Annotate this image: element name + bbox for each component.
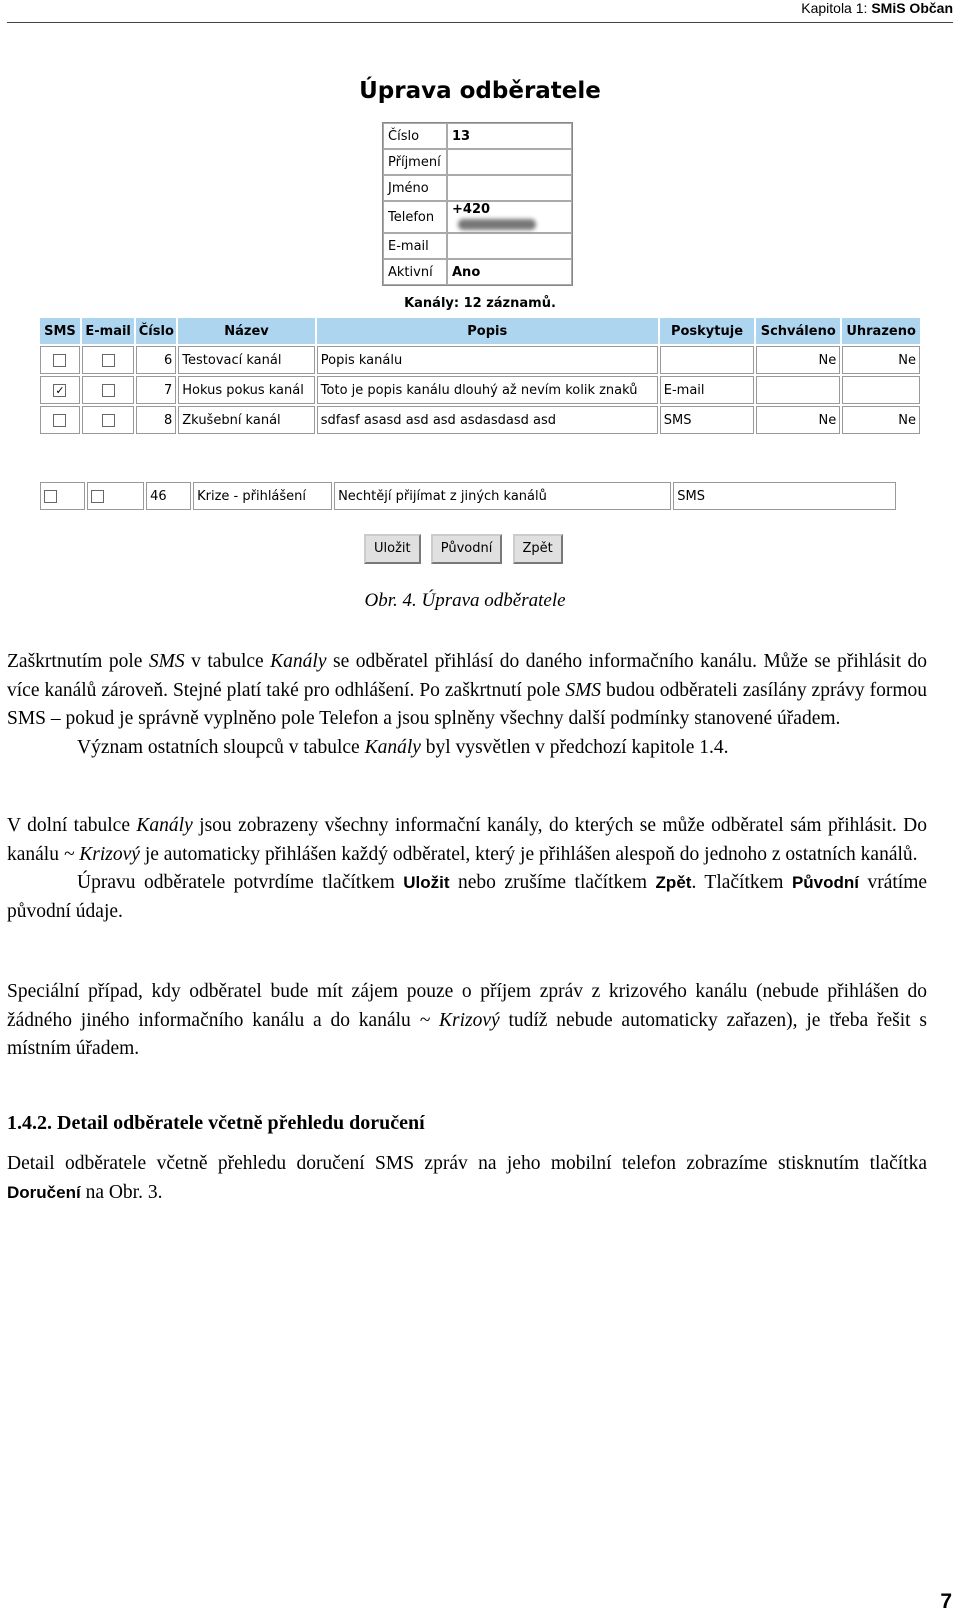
channel-number: 7 [136,376,176,404]
channel-description: Popis kanálu [317,346,658,374]
channel-provides: SMS [660,406,755,434]
figure-caption: Obr. 4. Úprava odběratele [364,590,566,611]
button-reference: Zpět [655,873,692,892]
body-text-block-4 [7,1150,927,1207]
channel-paid: Ne [842,346,920,374]
body-text-block-3 [7,978,927,1064]
form-value [447,233,572,259]
text-run: Detail odběratele včetně přehledu doručení SMS zpráv na jeho mobilní telefon zobrazíme stisknutím tlačítka [7,1153,927,1174]
col-header: SMS [40,318,80,344]
sms-checkbox[interactable] [53,354,66,367]
emphasis: SMS [148,651,185,672]
channel-provides: E-mail [660,376,755,404]
button-bar [364,534,569,564]
button-reference: Uložit [403,873,450,892]
header-prefix: Kapitola 1: [801,0,872,16]
text-run: jsou zobrazeny všechny informační kanály, do kterých se může odběratel sám přihlásit. Do kanálu [7,815,927,865]
emphasis: ~ Krizový [63,843,140,865]
text-run: Úpravu odběratele potvrdíme tlačítkem [77,872,404,893]
text-run: byl vysvětlen v předchozí kapitole 1.4. [420,736,729,758]
channel-approved: Ne [756,406,840,434]
sms-checkbox[interactable] [44,490,57,503]
form-value: Ano [447,259,572,285]
form-label: Telefon [383,201,447,233]
channel-description: sdfasf asasd asd asd asdasdasd asd [317,406,658,434]
paragraph [7,1150,927,1207]
emphasis: Kanály [270,651,327,672]
header-title: SMiS Občan [871,0,953,16]
save-button[interactable]: Uložit [364,534,421,564]
emphasis: ~ Krizový [419,1009,500,1031]
figure-screenshot [38,74,922,580]
channel-name: Krize - přihlášení [193,482,332,510]
form-row [383,201,572,233]
channels-table [38,316,922,436]
channel-number: 6 [136,346,176,374]
screenshot-title: Úprava odběratele [359,78,601,104]
channel-name: Zkušební kanál [178,406,315,434]
text-run: na Obr. 3. [80,1181,163,1203]
channel-provides: SMS [673,482,896,510]
sms-checkbox-checked[interactable]: ✓ [55,383,65,397]
sms-cell [40,482,85,510]
col-header: Číslo [136,318,176,344]
channel-name: Testovací kanál [178,346,315,374]
sms-cell [40,346,80,374]
form-label: E-mail [383,233,447,259]
text-run: nebo zrušíme tlačítkem [449,872,656,893]
text-run: vrátíme původní údaje. [7,872,928,922]
text-run: tudíž nebude automaticky zařazen), je třeba řešit s místním úřadem. [7,1009,927,1059]
col-header: Poskytuje [660,318,755,344]
channel-paid [842,376,920,404]
channel-name: Hokus pokus kanál [178,376,315,404]
table-header-row [40,318,920,344]
text-run: v tabulce [184,651,271,672]
email-checkbox[interactable] [102,414,115,427]
paragraph [7,734,927,763]
body-text-block-2 [7,812,927,926]
email-checkbox[interactable] [102,384,115,397]
form-value [447,149,572,175]
paragraph [7,869,927,926]
email-cell [82,406,135,434]
text-run: Speciální případ, kdy odběratel bude mít zájem pouze o příjem zpráv z krizového kanálu (nebude přihlášen do žádného jiného informačního kanálu a do kanálu [7,981,927,1031]
table-row [40,376,920,404]
form-row [383,259,572,285]
paragraph [7,978,927,1064]
paragraph [7,812,927,869]
text-run: budou odběrateli zasílány zprávy formou SMS – pokud je správně vyplněno pole Telefon a jsou splněny všechny další podmínky stanovené úřadem. [7,679,927,729]
sms-checkbox[interactable] [53,414,66,427]
channel-description: Nechtějí přijímat z jiných kanálů [334,482,671,510]
text-run: Význam ostatních sloupců v tabulce [77,736,365,758]
channel-number: 8 [136,406,176,434]
channel-approved [756,376,840,404]
form-row [383,175,572,201]
email-cell [82,376,135,404]
text-run: V dolní tabulce [7,815,137,836]
channel-provides [660,346,755,374]
channels-table-last-row [38,480,898,512]
back-button[interactable]: Zpět [513,534,563,564]
table-row [40,346,920,374]
section-heading: 1.4.2. Detail odběratele včetně přehledu doručení [7,1112,425,1134]
blurred-phone-number [458,219,536,230]
form-label: Číslo [383,123,447,149]
email-cell [87,482,144,510]
email-checkbox[interactable] [91,490,104,503]
channel-paid: Ne [842,406,920,434]
table-row [40,406,920,434]
text-run: je automaticky přihlášen každý odběratel, který je přihlášen alespoň do jednoho z ostatních kanálů. [139,843,918,865]
form-label: Aktivní [383,259,447,285]
subscriber-form [382,122,573,286]
col-header: E-mail [82,318,135,344]
sms-cell [40,406,80,434]
table-row [40,482,896,510]
emphasis: Kanály [136,815,193,836]
col-header: Popis [317,318,658,344]
col-header: Uhrazeno [842,318,920,344]
form-row [383,233,572,259]
original-button[interactable]: Původní [431,534,503,564]
channels-count: Kanály: 12 záznamů. [404,296,556,311]
form-value [447,175,572,201]
text-run: . Tlačítkem [691,872,792,893]
channel-number: 46 [146,482,191,510]
sms-cell [40,376,80,404]
text-run: se odběratel přihlásí do daného informačního kanálu. Může se přihlásit do více kanálů zároveň. Stejné platí také pro odhlášení. Po zaškrtnutí pole [7,651,927,701]
email-cell [82,346,135,374]
form-value: 13 [447,123,572,149]
email-checkbox[interactable] [102,354,115,367]
page-header [7,0,953,23]
body-text-block-1 [7,648,927,762]
form-row [383,123,572,149]
emphasis: Kanály [364,736,421,758]
form-label: Jméno [383,175,447,201]
channel-description: Toto je popis kanálu dlouhý až nevím kolik znaků [317,376,658,404]
text-run: Zaškrtnutím pole [7,651,149,672]
phone-value-cell [447,201,572,233]
col-header: Název [178,318,315,344]
channel-approved: Ne [756,346,840,374]
page-number: 7 [940,1590,952,1613]
button-reference: Původní [791,873,859,892]
form-value: +420 [452,202,491,217]
button-reference: Doručení [7,1182,81,1202]
emphasis: SMS [565,679,602,701]
form-label: Příjmení [383,149,447,175]
form-row [383,149,572,175]
paragraph [7,648,927,734]
col-header: Schváleno [756,318,840,344]
